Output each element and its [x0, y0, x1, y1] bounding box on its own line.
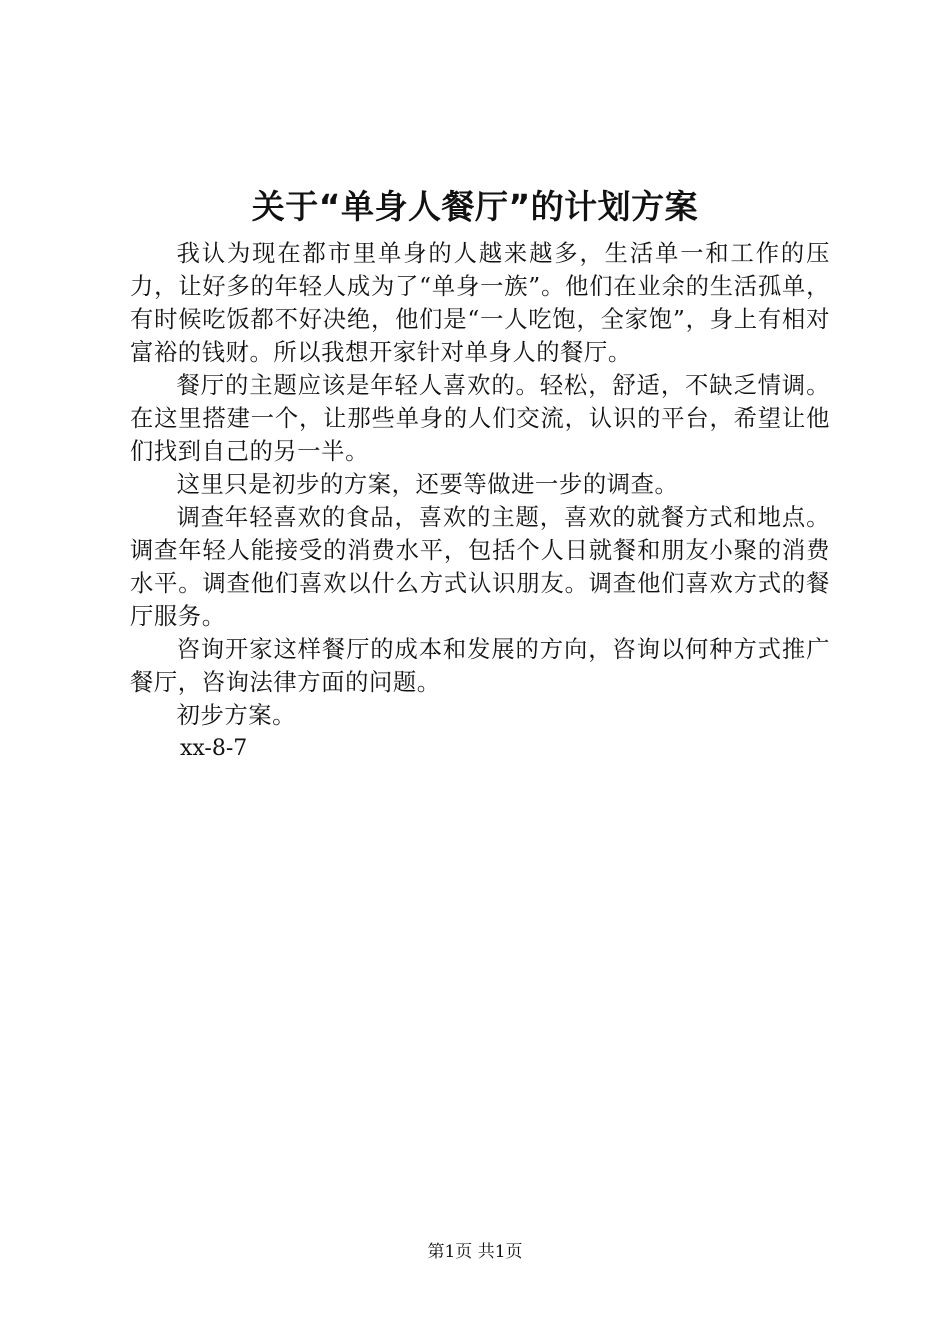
document-date: xx-8-7 — [180, 736, 248, 761]
paragraph-closing: 初步方案。 — [176, 702, 297, 729]
paragraph-theme: 餐厅的主题应该是年轻人喜欢的。轻松，舒适，不缺乏情调。在这里搭建一个，让那些单身的人们交流，认识的平台，希望让他们找到自己的另一半。 — [130, 372, 830, 465]
document-title: 关于“单身人餐厅”的计划方案 — [251, 187, 699, 226]
paragraph-survey: 调查年轻喜欢的食品，喜欢的主题，喜欢的就餐方式和地点。调查年轻人能接受的消费水平，包括个人日就餐和朋友小聚的消费水平。调查他们喜欢以什么方式认识朋友。调查他们喜欢方式的餐厅服务。 — [130, 504, 830, 630]
paragraph-consult: 咨询开家这样餐厅的成本和发展的方向，咨询以何种方式推广餐厅，咨询法律方面的问题。 — [130, 636, 830, 696]
page-footer: 第1页 共1页 — [427, 1242, 523, 1262]
paragraph-intro: 我认为现在都市里单身的人越来越多，生活单一和工作的压力，让好多的年轻人成为了“单身一族”。他们在业余的生活孤单，有时候吃饭都不好决绝，他们是“一人吃饱，全家饱”，身上有相对富裕的钱财。所以我想开家针对单身人的餐厅。 — [130, 240, 830, 366]
document-body — [130, 237, 830, 765]
paragraph-preliminary: 这里只是初步的方案，还要等做进一步的调查。 — [176, 471, 679, 498]
